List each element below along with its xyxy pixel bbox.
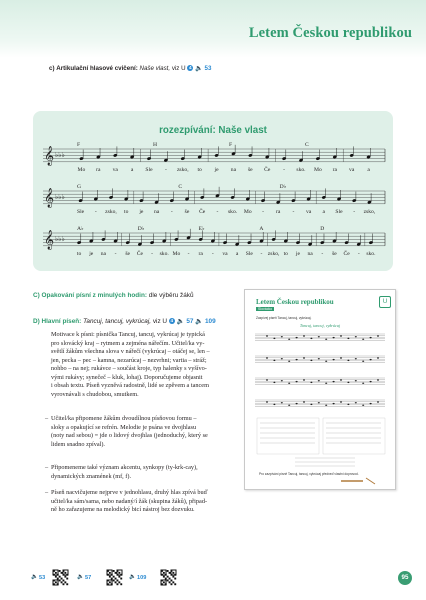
lyric-syllable: to <box>76 251 82 257</box>
lyric-syllable: Mo <box>172 251 181 257</box>
chord-symbol: F <box>77 142 81 148</box>
paragraph-line: i obsah textu. Píseň vyzněvá radostně, lidé se zpěvem a tancem <box>51 382 209 389</box>
lyric-syllable: - <box>164 167 167 173</box>
lyric-syllable: na <box>100 251 107 257</box>
thumb-note <box>347 338 349 339</box>
bullet-item <box>51 464 234 481</box>
stick-icon <box>366 478 375 484</box>
lyric-syllable: na <box>307 251 313 257</box>
lyric-syllable: to <box>124 209 129 215</box>
speaker-icon[interactable]: 🔈 <box>195 318 204 325</box>
bullet-line: Připomeneme také význam akcentu, synkopy (ty-krk-cay), <box>51 464 198 471</box>
speaker-icon[interactable]: 🔈 <box>176 318 185 325</box>
thumb-note <box>325 383 327 384</box>
motivation-paragraph <box>51 331 234 399</box>
paragraph-line: světlí žákům všechna slova v nářečí (vykrúcaj – otáčej se, len – <box>51 348 210 355</box>
thumb-note <box>266 379 268 380</box>
thumb-note <box>377 335 379 336</box>
thumb-footer: Pro zazpívání písně Tancuj, tancuj, vykrúcaj předveď vlastní doprovod. <box>259 472 359 476</box>
lyric-syllable: - <box>211 251 214 257</box>
bullet-line: učitel/ka sám/sama, nebo nadaný/í žák (skupina žáků), připad- <box>51 497 208 505</box>
lyric-syllable: - <box>94 209 97 215</box>
thumb-note <box>281 358 283 359</box>
lyric-syllable: ra <box>96 167 101 173</box>
bullet-dash: – <box>45 489 49 496</box>
audio-track[interactable]: 57 <box>186 318 194 325</box>
thumb-note <box>325 339 327 340</box>
chord-symbol: A♭ <box>77 226 84 232</box>
speaker-icon[interactable]: 🔈 <box>77 574 84 580</box>
music-staves <box>33 111 393 271</box>
paragraph-line: vyrovnávali s chudobou, smutkem. <box>51 390 139 398</box>
lyric-syllable: Sle <box>245 251 253 257</box>
thumb-note <box>266 357 268 358</box>
thumb-note <box>288 361 290 362</box>
lyric-syllable: to <box>283 251 288 257</box>
lyric-syllable: a <box>130 167 134 173</box>
thumb-note <box>296 337 298 338</box>
lyric-syllable: sko. <box>366 251 376 257</box>
lyric-syllable: - <box>170 209 173 215</box>
lyric-syllable: va <box>349 167 355 173</box>
page-title: Letem Českou republikou <box>248 25 412 41</box>
section-label: c) <box>49 65 55 72</box>
chord-symbol: E♭ <box>198 226 205 232</box>
section-heading: Artikulační hlasové cvičení: <box>56 65 138 72</box>
thumb-note <box>362 339 364 340</box>
lyric-syllable: Sle <box>77 209 85 215</box>
chord-symbol: G <box>77 184 82 190</box>
chord-symbol: H <box>153 142 158 148</box>
thumb-title: Letem Českou republikou <box>256 298 334 306</box>
bullet-line: (noty nad sebou) = jde o lidový dvojhlas (jednoduchý, který se <box>51 432 208 439</box>
speaker-icon[interactable]: 🔈 <box>31 574 38 580</box>
lyric-syllable: še <box>184 209 190 215</box>
lyric-syllable: še <box>125 251 131 257</box>
chord-symbol: D <box>320 226 325 232</box>
thumb-note <box>296 359 298 360</box>
lyric-syllable: a <box>367 167 370 173</box>
thumb-note <box>310 382 312 383</box>
lyric-syllable: sko. <box>228 209 238 215</box>
thumb-note <box>333 403 335 404</box>
lyric-syllable: - <box>216 209 219 215</box>
lyric-syllable: sko. <box>159 251 169 257</box>
thumb-note <box>377 357 379 358</box>
thumb-note <box>340 401 342 402</box>
thumb-verse-box <box>257 418 319 454</box>
lyric-syllable: Sle <box>335 209 343 215</box>
thumb-note <box>273 338 275 339</box>
lyric-syllable: na <box>153 209 160 215</box>
lyric-syllable: še <box>332 251 337 257</box>
lyric-syllable: - <box>260 251 263 257</box>
thumb-note <box>370 359 372 360</box>
workbook-thumbnail <box>244 289 396 490</box>
speaker-icon[interactable]: 🔈 <box>129 574 136 580</box>
thumb-note <box>288 339 290 340</box>
thumb-verse-box <box>323 418 385 454</box>
thumb-note <box>355 380 357 381</box>
thumb-note <box>370 337 372 338</box>
thumb-note <box>318 380 320 381</box>
thumb-note <box>377 379 379 380</box>
lyric-syllable: - <box>151 251 153 257</box>
thumb-note <box>310 404 312 405</box>
thumb-note <box>310 360 312 361</box>
thumb-note <box>318 336 320 337</box>
thumb-note <box>340 357 342 358</box>
qr-code-icon[interactable] <box>106 569 123 586</box>
thumb-note <box>340 335 342 336</box>
qr-code-icon[interactable] <box>160 569 177 586</box>
bullet-line: dynamických znamének (mf, f). <box>51 472 132 480</box>
section-c <box>49 64 211 72</box>
lyric-syllable: je <box>89 251 94 257</box>
thumb-note <box>362 361 364 362</box>
bullet-dash: – <box>45 464 49 471</box>
audio-track-label[interactable]: 53 <box>39 575 46 581</box>
thumb-note <box>325 361 327 362</box>
thumb-note <box>296 381 298 382</box>
thumb-song-title: Tancuj, tancuj, vykrúcaj <box>299 323 341 328</box>
lyric-syllable: va <box>305 209 312 215</box>
paragraph-line: jen, pecka – pec – kamna, nezarúcaj – nezvrhni; vartia – stráž; <box>51 356 207 364</box>
thumb-staves <box>245 290 395 489</box>
music-title: rozezpívání: Naše vlast <box>159 125 267 136</box>
treble-clef: 𝄞 <box>44 188 55 208</box>
thumb-note <box>266 401 268 402</box>
thumb-note <box>273 404 275 405</box>
thumb-note <box>347 360 349 361</box>
lyric-syllable: to <box>197 167 202 173</box>
thumb-note <box>303 357 305 358</box>
lyric-syllable: zsko, <box>267 251 280 257</box>
paragraph-line: Motivace k písni: písnička Tancuj, tancuj, vykrúcaj je typická <box>51 331 205 338</box>
section-text: Naše vlast, <box>139 65 171 72</box>
key-signature: ♭♭♭ <box>55 151 65 159</box>
thumb-note <box>347 382 349 383</box>
lyric-syllable: va <box>112 167 118 173</box>
page-number: 95 <box>398 571 412 585</box>
lyric-syllable: - <box>292 209 295 215</box>
lyric-syllable: - <box>187 251 190 257</box>
thumb-note <box>340 379 342 380</box>
thumb-tag: Slovácko <box>258 307 273 311</box>
paragraph-line: pro slovácký kraj – rytmem a zejména nářečím. Učitel/ka vy- <box>51 339 205 347</box>
thumb-note <box>273 382 275 383</box>
lyric-syllable: ra <box>198 251 203 257</box>
thumb-note <box>318 402 320 403</box>
thumb-note <box>355 402 357 403</box>
lyric-syllable: zsko, <box>363 209 376 215</box>
thumb-note <box>325 405 327 406</box>
thumb-note <box>266 335 268 336</box>
lyric-syllable: - <box>353 209 356 215</box>
lyric-syllable: - <box>283 167 286 173</box>
chord-symbol: C <box>178 184 183 190</box>
lyric-syllable: Sle <box>145 167 153 173</box>
thumb-note <box>310 338 312 339</box>
qr-code-icon[interactable] <box>52 569 69 586</box>
thumb-instruction: Zazpívej píseň Tancuj, tancuj, vykrúcaj. <box>256 316 312 320</box>
thumb-note <box>281 380 283 381</box>
bullet-line: sloky a opakující se refrén. Melodie je psána ve dvojhlasu <box>51 423 197 431</box>
thumb-note <box>296 403 298 404</box>
thumb-note <box>355 358 357 359</box>
thumb-note <box>318 358 320 359</box>
lyric-syllable: sko. <box>296 167 306 173</box>
thumb-note <box>377 401 379 402</box>
section-D: D) Hlavní píseň: Tancuj, tancuj, vykrúcaj, viz U 4 🔈 57 🔈 109 <box>33 318 216 325</box>
lyric-syllable: Če <box>199 209 206 215</box>
thumb-note <box>347 404 349 405</box>
music-box <box>33 111 393 271</box>
thumb-note <box>370 381 372 382</box>
lyric-syllable: - <box>321 251 324 257</box>
lyric-syllable: še <box>247 167 253 173</box>
thumb-note <box>362 383 364 384</box>
thumb-badge: U <box>379 296 391 308</box>
thumb-note <box>333 381 335 382</box>
lyric-syllable: Mo <box>77 167 86 173</box>
bullet-item <box>51 415 234 449</box>
thumb-note <box>281 336 283 337</box>
lyric-syllable: Če <box>136 251 143 257</box>
lyric-syllable: je <box>214 167 219 173</box>
audio-track-label[interactable]: 57 <box>85 575 92 581</box>
audio-track-label[interactable]: 109 <box>137 575 147 581</box>
bullet-line: Učitel/ka připomene žákům dvoudílnou písňovou formu – <box>51 415 197 422</box>
thumb-note <box>288 405 290 406</box>
lyric-syllable: je <box>295 251 300 257</box>
thumb-note <box>288 383 290 384</box>
chord-symbol: C <box>305 142 309 148</box>
thumb-note <box>303 335 305 336</box>
chord-symbol: F <box>229 142 233 148</box>
bullet-line: Píseň nacvičujeme nejprve v jednohlasu, druhý hlas zpívá buď <box>51 489 208 496</box>
workbook-badge: 4 <box>189 65 192 71</box>
lyric-syllable: va <box>222 251 228 257</box>
treble-clef: 𝄞 <box>44 230 55 250</box>
treble-clef: 𝄞 <box>44 146 55 166</box>
thumb-note <box>333 337 335 338</box>
lyric-syllable: Mo <box>313 167 322 173</box>
lyric-syllable: zsko, <box>105 209 117 215</box>
chord-symbol: D♭ <box>137 226 145 232</box>
section-C: C) Opakování písní z minulých hodin: dle výběru žáků <box>33 292 194 299</box>
lyric-syllable: na <box>230 167 237 173</box>
thumb-note <box>370 403 372 404</box>
thumb-note <box>333 359 335 360</box>
thumb-note <box>273 360 275 361</box>
ref-text: viz U <box>171 65 186 72</box>
thumb-note <box>303 401 305 402</box>
lyric-syllable: a <box>322 209 326 215</box>
workbook-badge: 4 <box>170 318 174 324</box>
audio-track[interactable]: 109 <box>205 318 216 325</box>
chord-symbol: D♭ <box>279 184 287 190</box>
thumb-note <box>362 405 364 406</box>
lyric-syllable: je <box>139 209 144 215</box>
lyric-syllable: - <box>114 251 117 257</box>
lyric-syllable: - <box>357 251 360 257</box>
speaker-icon[interactable]: 🔈 <box>195 65 203 72</box>
key-signature: ♭♭♭ <box>55 193 65 201</box>
lyric-syllable: Če <box>343 251 350 257</box>
audio-track[interactable]: 53 <box>204 65 212 72</box>
bullet-item <box>51 489 234 515</box>
lyric-syllable: zsko, <box>176 167 189 173</box>
lyric-syllable: Mo <box>243 209 252 215</box>
thumb-note <box>281 402 283 403</box>
lyric-syllable: ra <box>332 167 337 173</box>
lyric-syllable: a <box>235 251 239 257</box>
thumb-note <box>355 336 357 337</box>
bullet-line: ně ho zařazujeme na melodický bicí nástroj bez dozvuku. <box>51 506 195 513</box>
key-signature: ♭♭♭ <box>55 235 65 243</box>
thumb-note <box>303 379 305 380</box>
lyric-syllable: ra <box>276 209 281 215</box>
lyric-syllable: - <box>262 209 264 215</box>
paragraph-line: vými rukávy; synečeč – kluk, lohaj). Doporučujeme objasnit <box>51 373 203 381</box>
bullet-dash: – <box>45 415 49 422</box>
chord-symbol: A <box>259 226 264 232</box>
lyric-syllable: Če <box>264 167 271 173</box>
bullet-line: lidem snadno zpíval). <box>51 440 105 448</box>
paragraph-line: nohbo – na nej; rukávce – součást kroje, typ halenky s vyšívo- <box>51 365 207 372</box>
